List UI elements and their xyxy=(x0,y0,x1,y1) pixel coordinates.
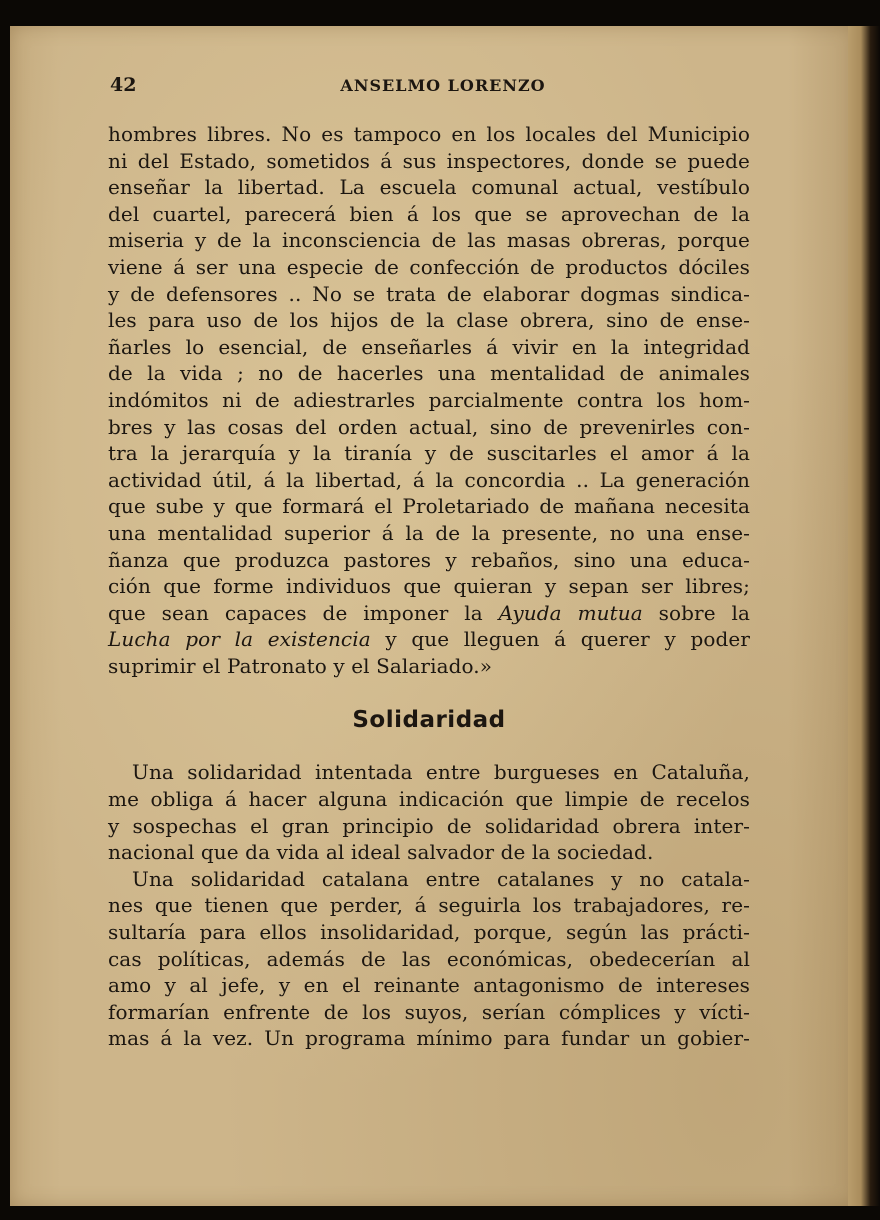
text-line xyxy=(108,626,750,653)
text-line xyxy=(108,600,750,627)
text-line: cas políticas, además de las económicas, obedecerían al xyxy=(108,946,750,971)
text-line: nes que tienen que perder, á seguirla los trabajadores, re- xyxy=(108,893,750,918)
page-number: 42 xyxy=(110,74,137,96)
text-line: del cuartel, parecerá bien á los que se aprovechan de la xyxy=(108,201,750,226)
text-line: y de defensores .. No se trata de elaborar dogmas sindica- xyxy=(108,281,750,306)
text-line: viene á ser una especie de confección de productos dóciles xyxy=(108,254,750,279)
text-line: me obliga á hacer alguna indicación que limpie de recelos xyxy=(108,787,750,812)
italic-term: Lucha por la existencia xyxy=(108,627,371,652)
paragraph xyxy=(108,759,750,865)
text-line: miseria y de la inconsciencia de las masas obreras, porque xyxy=(108,228,750,253)
text-line: ción que forme individuos que quieran y sepan ser libres; xyxy=(108,574,750,599)
text-line: ñanza que produzca pastores y rebaños, sino una educa- xyxy=(108,547,750,572)
text-segment: que sean capaces de imponer la xyxy=(108,600,499,625)
text-line: actividad útil, á la libertad, á la concordia .. La generación xyxy=(108,467,750,492)
text-line: mas á la vez. Un programa mínimo para fundar un gobier- xyxy=(108,1026,750,1051)
text-line: tra la jerarquía y la tiranía y de suscitarles el amor á la xyxy=(108,441,750,466)
running-head: ANSELMO LORENZO xyxy=(340,76,546,95)
text-line: amo y al jefe, y en el reinante antagonismo de intereses xyxy=(108,973,750,998)
text-line: hombres libres. No es tampoco en los locales del Municipio xyxy=(108,122,750,146)
text-segment: y que lleguen á querer y poder xyxy=(370,627,750,652)
text-line: ni del Estado, sometidos á sus inspectores, donde se puede xyxy=(108,148,750,173)
text-line: indómitos ni de adiestrarles parcialmente contra los hom- xyxy=(108,387,750,412)
text-line: Una solidaridad intentada entre burgueses en Cataluña, xyxy=(132,760,750,785)
text-line: bres y las cosas del orden actual, sino de prevenirles con- xyxy=(108,414,750,439)
text-segment: sobre la xyxy=(642,600,751,625)
page-edge xyxy=(848,26,880,1206)
text-line: nacional que da vida al ideal salvador de la sociedad. xyxy=(108,840,654,865)
paragraph xyxy=(108,866,750,1052)
page-body xyxy=(108,121,750,1052)
text-line: suprimir el Patronato y el Salariado.» xyxy=(108,653,493,678)
text-line: Una solidaridad catalana entre catalanes y no catala- xyxy=(132,866,750,891)
page-header xyxy=(110,74,750,100)
text-line: una mentalidad superior á la de la presente, no una ense- xyxy=(108,520,750,545)
text-line: enseñar la libertad. La escuela comunal actual, vestíbulo xyxy=(108,175,750,200)
text-line: y sospechas el gran principio de solidaridad obrera inter- xyxy=(108,813,750,838)
text-line: ñarles lo esencial, de enseñarles á vivir en la integridad xyxy=(108,334,750,359)
text-line: sultaría para ellos insolidaridad, porque, según las prácti- xyxy=(108,920,750,945)
italic-term: Ayuda mutua xyxy=(498,600,643,625)
text-line: de la vida ; no de hacerles una mentalidad de animales xyxy=(108,361,750,386)
text-line: les para uso de los hijos de la clase obrera, sino de ense- xyxy=(108,308,750,333)
section-heading: Solidaridad xyxy=(352,707,506,734)
text-line: que sube y que formará el Proletariado de mañana necesita xyxy=(108,494,750,519)
text-line: formarían enfrente de los suyos, serían cómplices y vícti- xyxy=(108,999,750,1024)
continued-paragraph xyxy=(108,121,750,679)
